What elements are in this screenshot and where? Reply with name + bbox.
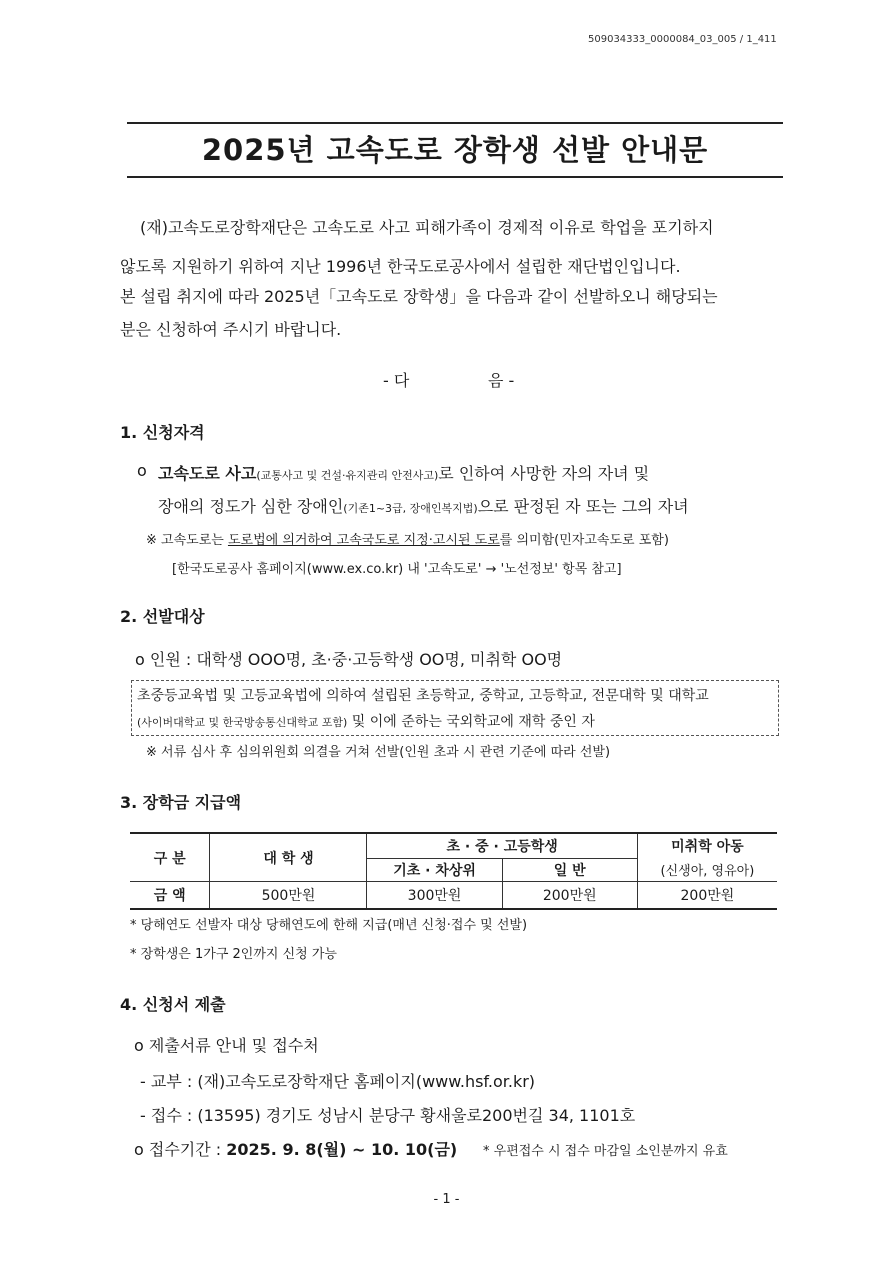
title-rule-bottom (127, 176, 783, 178)
th-preschool: 미취학 아동 (637, 833, 777, 859)
s1-bullet: o (137, 461, 147, 480)
s1-line-1 (158, 461, 649, 484)
intro-line-2: 않도록 지원하기 위하여 지난 1996년 한국도로공사에서 설립한 재단법인입니다. (120, 257, 681, 276)
page-title: 2025년 고속도로 장학생 선발 안내문 (201, 133, 709, 167)
th-gubun: 구 분 (130, 833, 210, 882)
td-general-amount: 200만원 (502, 882, 637, 910)
s1-note-1-b: 를 의미함(민자고속도로 포함) (499, 533, 669, 548)
section-4-heading: 4. 신청서 제출 (120, 995, 226, 1014)
s3-note-2: * 장학생은 1가구 2인까지 신청 가능 (130, 947, 337, 962)
td-preschool-amount: 200만원 (637, 882, 777, 910)
th-basic: 기초 · 차상위 (367, 859, 502, 882)
section-3-heading: 3. 장학금 지급액 (120, 793, 242, 812)
s1-line-2-a: 장애의 정도가 심한 장애인 (158, 497, 344, 516)
s1-line-1-bold: 고속도로 사고 (158, 464, 257, 483)
th-school: 초 · 중 · 고등학생 (367, 833, 637, 859)
s1-note-1-underline: 도로법에 의거하여 고속국도로 지정·고시된 도로 (227, 533, 500, 548)
th-preschool-sub: (신생아, 영유아) (637, 859, 777, 882)
td-univ-amount: 500만원 (210, 882, 367, 910)
s4-line-4-a: o 접수기간 : (134, 1140, 227, 1159)
s2-box-line-2 (137, 711, 595, 731)
section-2-heading: 2. 선발대상 (120, 607, 205, 626)
title-rule-top (127, 122, 783, 124)
document-id: 509034333_0000084_03_005 / 1_411 (588, 34, 777, 45)
s4-line-3: - 접수 : (13595) 경기도 성남시 분당구 황새울로200번길 34, 1101호 (140, 1106, 636, 1125)
dahum-right: 음 - (488, 371, 515, 390)
s4-line-4 (134, 1137, 457, 1160)
s4-line-4-note: * 우편접수 시 접수 마감일 소인분까지 유효 (483, 1144, 728, 1159)
s4-line-1: o 제출서류 안내 및 접수처 (134, 1036, 319, 1055)
scholarship-amount-table (130, 832, 777, 910)
s2-box-line-2-small: (사이버대학교 및 한국방송통신대학교 포함) (137, 716, 348, 729)
s1-note-1-a: ※ 고속도로는 (146, 533, 228, 548)
th-general: 일 반 (502, 859, 637, 882)
s1-note-1 (146, 529, 669, 548)
dahum-left: - 다 (383, 371, 410, 390)
s2-box-line-1: 초중등교육법 및 고등교육법에 의하여 설립된 초등학교, 중학교, 고등학교, 전문대학 및 대학교 (137, 688, 709, 704)
s3-note-1: * 당해연도 선발자 대상 당해연도에 한해 지급(매년 신청·접수 및 선발) (130, 918, 528, 933)
s1-line-1-small: (교통사고 및 건설·유지관리 안전사고) (256, 469, 439, 482)
s1-note-2: [한국도로공사 홈페이지(www.ex.co.kr) 내 '고속도로' → '노선정보' 항목 참고] (172, 562, 622, 577)
th-univ: 대 학 생 (210, 833, 367, 882)
s1-line-1-rest: 로 인하여 사망한 자의 자녀 및 (438, 464, 650, 483)
s2-note: ※ 서류 심사 후 심의위원회 의결을 거쳐 선발(인원 초과 시 관련 기준에 따라 선발) (146, 745, 611, 760)
page-number: - 1 - (433, 1192, 460, 1207)
intro-line-3: 본 설립 취지에 따라 2025년「고속도로 장학생」을 다음과 같이 선발하오니 해당되는 (120, 287, 718, 306)
s2-box-line-2-rest: 및 이에 준하는 국외학교에 재학 중인 자 (347, 714, 595, 730)
s4-line-2: - 교부 : (재)고속도로장학재단 홈페이지(www.hsf.or.kr) (140, 1072, 536, 1091)
s2-line: o 인원 : 대학생 OOO명, 초·중·고등학생 OO명, 미취학 OO명 (135, 650, 563, 669)
s4-period: 2025. 9. 8(월) ~ 10. 10(금) (226, 1140, 458, 1159)
s1-line-2-b: 으로 판정된 자 또는 그의 자녀 (477, 497, 689, 516)
s1-line-2 (158, 494, 689, 517)
td-amount-label: 금 액 (130, 882, 210, 910)
intro-line-1: (재)고속도로장학재단은 고속도로 사고 피해가족이 경제적 이유로 학업을 포기하지 (140, 218, 714, 237)
intro-line-4: 분은 신청하여 주시기 바랍니다. (120, 320, 342, 339)
table-row-amount (130, 882, 777, 910)
table-header-row-1 (130, 833, 777, 859)
td-basic-amount: 300만원 (367, 882, 502, 910)
s1-line-2-small: (기존1~3급, 장애인복지법) (343, 502, 478, 515)
section-1-heading: 1. 신청자격 (120, 423, 205, 442)
